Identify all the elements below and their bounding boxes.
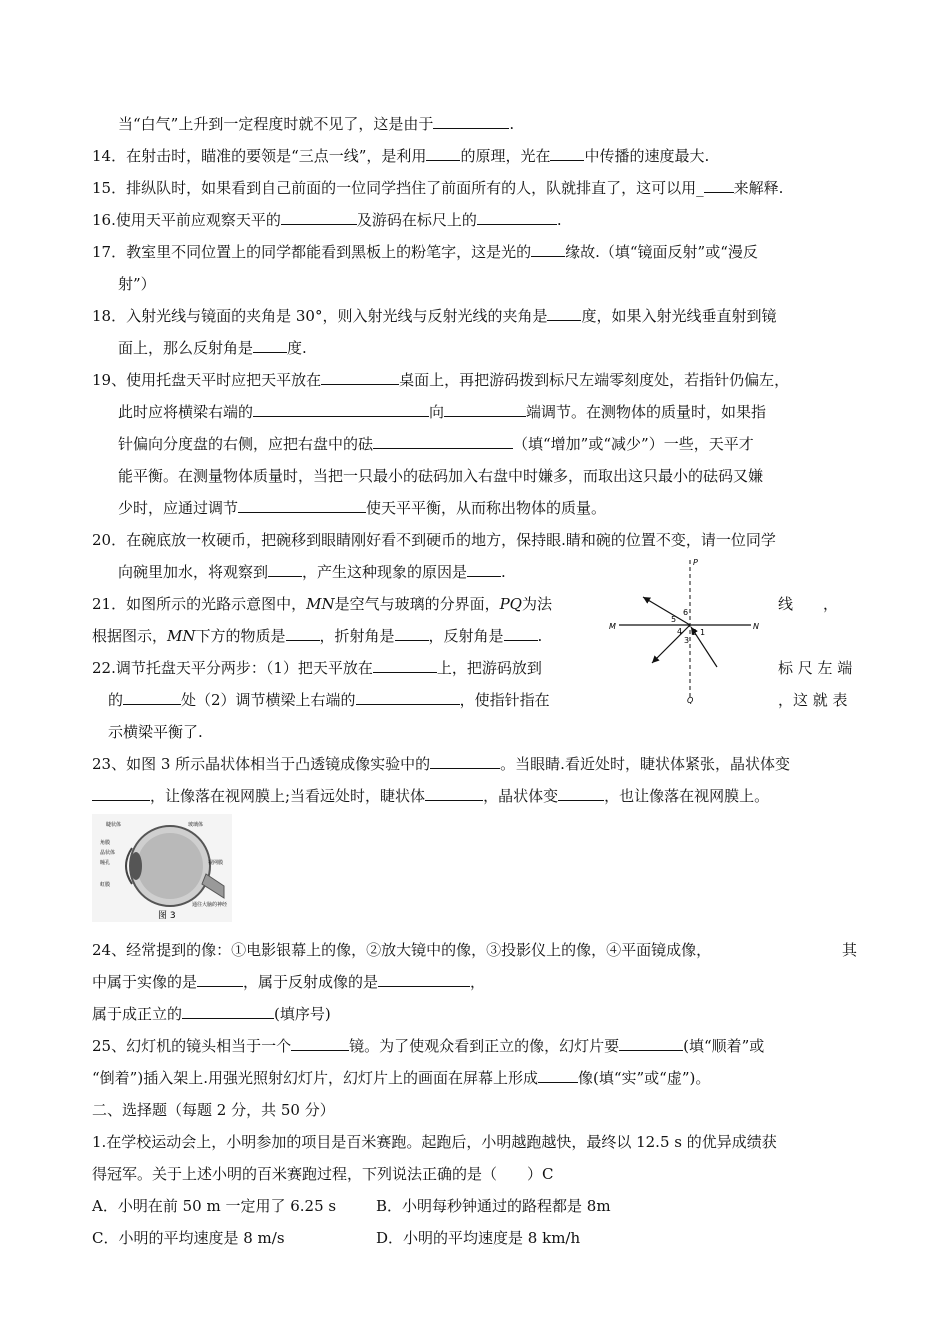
question-22-l2: 的 处（2）调节横梁上右端的 ，使指针指在	[108, 691, 550, 709]
question-25: 25、幻灯机的镜头相当于一个 镜。为了使观众看到正立的像，幻灯片要 (填“顺着”或	[92, 1037, 765, 1055]
label-p: P	[693, 558, 698, 567]
question-17: 17．教室里不同位置上的同学都能看到黑板上的粉笔字，这是光的 缘故.（填“镜面反射”或“漫反	[92, 243, 758, 261]
question-20: 20．在碗底放一枚硬币，把碗移到眼睛刚好看不到硬币的地方，保持眼.睛和碗的位置不变，请一位同学	[92, 531, 776, 549]
question-22-right-2: ，这 就 表	[778, 691, 848, 709]
angle-4: 4	[677, 627, 683, 636]
option-b: B．小明每秒钟通过的路程都是 8m	[376, 1197, 611, 1215]
option-d: D．小明的平均速度是 8 km/h	[376, 1229, 581, 1247]
angle-3: 3	[684, 636, 690, 645]
light-path-diagram	[605, 555, 775, 705]
eye-label-1: 睫状体	[106, 822, 122, 828]
question-20-cont: 向碗里加水，将观察到 ，产生这种现象的原因是 .	[118, 563, 506, 581]
question-23-cont: ，让像落在视网膜上;当看远处时，睫状体 ，晶状体变 ，也让像落在视网膜上。	[92, 786, 769, 806]
label-m: M	[609, 622, 616, 631]
eye-label-8: 通往大脑的神经	[192, 902, 228, 908]
question-18-cont: 面上，那么反射角是 度.	[118, 339, 307, 357]
question-19-l3: 针偏向分度盘的右侧，应把右盘中的砝 （填“增加”或“减少”）一些，天平才	[118, 435, 754, 453]
eye-label-3: 晶状体	[100, 850, 116, 856]
angle-2: 2	[692, 628, 698, 637]
angle-6: 6	[683, 608, 689, 617]
option-a: A．小明在前 50 m 一定用了 6.25 s	[92, 1197, 337, 1215]
q13-line: 当“白气”上升到一定程度时就不见了，这是由于 .	[118, 115, 515, 133]
eye-label-6: 玻璃体	[188, 822, 204, 828]
question-18: 18．入射光线与镜面的夹角是 30°，则入射光线与反射光线的夹角是 度，如果入射光线垂直射到镜	[92, 307, 777, 325]
question-19-l4: 能平衡。在测量物体质量时，当把一只最小的砝码加入右盘中时嫌多，而取出这只最小的砝码又嫌	[118, 467, 764, 485]
question-19-l2: 此时应将横梁右端的 向 端调节。在测物体的质量时，如果指	[118, 403, 767, 421]
eye-label-5: 虹膜	[100, 882, 111, 888]
question-14: 14．在射击时，瞄准的要领是“三点一线”，是利用 的原理，光在 中传播的速度最大.	[92, 147, 710, 165]
option-c: C．小明的平均速度是 8 m/s	[92, 1229, 285, 1247]
question-21: 21．如图所示的光路示意图中，MN是空气与玻璃的分界面，PQ为法	[92, 595, 552, 613]
question-17-cont: 射”）	[118, 275, 156, 293]
section-2-title: 二、选择题（每题 2 分，共 50 分）	[92, 1101, 335, 1119]
question-22-right: 标 尺 左 端	[778, 659, 853, 677]
angle-1: 1	[700, 628, 706, 637]
label-q: Q	[687, 696, 694, 705]
question-15: 15．排纵队时，如果看到自己前面的一位同学挡住了前面所有的人，队就排直了，这可以用_ 来解释.	[92, 179, 784, 197]
question-21-right: 线 ，	[778, 595, 839, 613]
label-n: N	[753, 622, 759, 631]
eye-label-2: 角膜	[100, 840, 111, 846]
figure-3-caption: 图 3	[158, 911, 176, 921]
choice-question-1-cont: 得冠军。关于上述小明的百米赛跑过程，下列说法正确的是（ ）C	[92, 1165, 554, 1183]
question-24-right: 其	[842, 941, 858, 959]
question-19-l5: 少时，应通过调节 使天平平衡，从而称出物体的质量。	[118, 499, 607, 517]
question-23: 23、如图 3 所示晶状体相当于凸透镜成像实验中的 。当眼睛.看近处时，睫状体紧张，晶状体变	[92, 755, 790, 773]
question-24-l2: 中属于实像的是 ，属于反射成像的是 ，	[92, 973, 486, 991]
eye-diagram	[92, 814, 232, 922]
eye-label-4: 瞳孔	[100, 860, 111, 866]
question-16: 16.使用天平前应观察天平的 及游码在标尺上的 .	[92, 211, 562, 229]
choice-question-1: 1.在学校运动会上，小明参加的项目是百米赛跑。起跑后，小明越跑越快，最终以 12.5 s 的优异成绩获	[92, 1133, 777, 1151]
question-22-l3: 示横梁平衡了.	[108, 723, 203, 741]
question-25-cont: “倒着”)插入架上.用强光照射幻灯片，幻灯片上的画面在屏幕上形成 像(填“实”或“虚”)。	[92, 1069, 711, 1087]
question-24-l3: 属于成正立的 (填序号)	[92, 1005, 331, 1023]
question-24: 24、经常提到的像：①电影银幕上的像，②放大镜中的像，③投影仪上的像，④平面镜成像，	[92, 941, 712, 959]
question-19: 19、使用托盘天平时应把天平放在 桌面上，再把游码拨到标尺左端零刻度处，若指针仍偏左，	[92, 371, 790, 389]
question-21-cont: 根据图示，MN下方的物质是 ，折射角是 ，反射角是 .	[92, 627, 543, 645]
lens	[130, 852, 142, 880]
angle-5: 5	[671, 615, 677, 624]
question-22: 22.调节托盘天平分两步：（1）把天平放在 上，把游码放到	[92, 659, 542, 677]
eye-label-7: 视网膜	[208, 860, 224, 866]
